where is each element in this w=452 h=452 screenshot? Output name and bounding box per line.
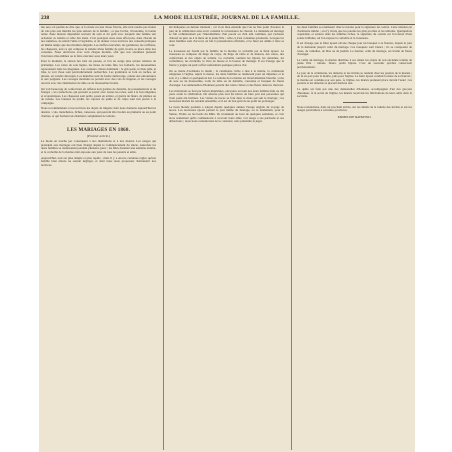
paragraph: On se marie d'ordinaire le matin ; la cérémonie civile a lieu à la mairie, la cérémonie religieuse à l'église. Après la messe, les deux familles se réunissent pour un déjeuner, et le soir, il y a dîner et quelquefois bal. La toilette de la mariée est invariablement blanche : robe de soie ou de mousseline, voile de tulle ou de dentelle, couronne et bouquet de fleurs d'oranger. Les demoiselles d'honneur portent des robes claires et des fleurs dans les cheveux. — [169, 68, 284, 87]
paragraph: La quête est faite par une des demoiselles d'honneur, accompagnée d'un des garçons d'honneur. À la sortie de l'église, les mariés reçoivent les félicitations de leurs amis dans la sacristie. — [297, 86, 412, 99]
paragraph: Aujourd'hui, tout est plus simple et plus rapide ; mais il y a encore certaines règles qu'une famille bien élevée ne saurait négliger, et dont nous nous proposons d'entretenir nos lectrices. — [41, 155, 156, 167]
paragraph: Nous recommandons à nos lectrices les objets de lingerie dont nous donnons aujourd'hui les dessins : cols, manchettes, fichus, canezous, qui peuvent être brodés au plumetis ou au point d'armes, et qui forment un charmant complément de toilette. — [41, 106, 156, 118]
paragraph: Le trousseau est fourni par la famille de la mariée, la corbeille par le futur époux. Le trousseau se compose du linge de corps, du linge de table et de maison, des robes, des confections et des objets de toilette. La corbeille contient les bijoux, les dentelles, les cachemires, les éventails, le livre de messe et la bourse de mariage. Il est d'usage que le fiancé y joigne un petit coffret renfermant quelques pièces d'or. — [169, 48, 284, 67]
paragraph: Il est d'usage que le futur époux envoie chaque jour un bouquet à sa fiancée, depuis le jour de la demande jusqu'à celui du mariage. Ces bouquets sont blancs ; ils se composent de roses, de camélias, de lilas ou de jasmin. Le dernier, celui du mariage, est formé de fleurs d'oranger. — [297, 41, 412, 57]
text-column-2 — [169, 26, 284, 450]
section-heading: LES MARIAGES EN 1860. — [66, 128, 131, 134]
section-subheading: (Premier article.) — [86, 134, 111, 139]
column-divider — [291, 26, 292, 450]
section-divider — [343, 102, 367, 103]
paragraph: me sera-t-il permis de dire que, si la mode est une chose frivole, elle n'en touche pas moins de très près aux intérêts les plus sérieux de la famille ; et que l'ordre, l'économie, la bonne tenue d'une maison dépendent souvent du soin et du goût avec lesquels une femme sait ordonner sa toilette et celle des siens. C'est pourquoi nous nous efforçons, dans chacun de nos numéros, de réunir l'utile à l'agréable, et de donner à nos lectrices des conseils pratiques en même temps que des modèles élégants. Les étoffes nouvelles, les garnitures, les coiffures, les chapeaux, tout ce qui compose la toilette d'une femme de goût, trouve sa place dans nos colonnes. Nous décrivons avec soin chaque modèle, afin que nos abonnées puissent l'exécuter elles-mêmes ou le faire exécuter sous leurs yeux. — [41, 25, 156, 58]
paragraph: Nous reviendrons, dans un prochain article, sur les détails de la toilette des invités et sur les usages particuliers à certaines provinces. — [297, 104, 412, 113]
running-title: LA MODE ILLUSTRÉE, JOURNAL DE LA FAMILLE. — [154, 15, 300, 21]
paragraph: les deux familles se réunissent chez le notaire pour la signature du contrat. Cette réunion est d'ordinaire intime ; on n'y invite que les parents les plus proches et les témoins. Quelquefois cependant, et surtout dans les familles riches, la signature du contrat est l'occasion d'une soirée brillante, où l'on expose la corbeille et le trousseau. — [297, 25, 412, 40]
text-column-3 — [297, 26, 412, 450]
author-signature: EMMELINE RAYMOND. — [337, 114, 372, 119]
paragraph: Pour le moment, la saison des bals est passée, et l'on ne songe plus qu'aux toilettes de printemps. Les robes de soie légère, les tissus de laine fine, les foulards, les mousselines reparaissent dans les magasins. Les couleurs claires dominent : le gris perle, le bleu pâle, le lilas, le vert d'eau sont particulièrement recherchés. Les garnitures se font en ruches, en plissés, en volants découpés. Les manches sont de forme demi-large, ornées aux entournures et aux poignets. Les corsages montants se portent avec des cols de lingerie, et les corsages ouverts avec des chemisettes de tulle ou de mousseline brodée. — [41, 59, 156, 85]
text-column-1 — [41, 26, 156, 450]
section-divider — [79, 123, 119, 124]
paragraph: La mode en touche par conséquent à nos institutions et à nos mœurs. Les usages qui président aux mariages ont bien changé depuis le commencement du siècle. Autrefois les deux familles se réunissaient pendant plusieurs jours ; les fêtes duraient une semaine entière, et la corbeille de la mariée était exposée aux yeux de tous les parents et amis. — [41, 139, 156, 155]
page-header — [39, 14, 415, 24]
page-number: 238 — [41, 15, 50, 21]
paragraph: On voit beaucoup de confections en taffetas noir garnies de dentelle, de passementerie et de franges ; ces confections, qui peuvent se porter avec toutes les robes, sont à la fois élégantes et économiques. Les chapeaux sont petits, posés en arrière, et garnis de fleurs, de plumes ou de rubans. Les bonnets de jardin, les capotes de paille et de crêpe sont très portés à la campagne. — [41, 86, 156, 105]
paragraph: La veille du mariage, la mariée distribue à ses amies les objets de son ancienne toilette de jeune fille : rubans, fleurs, petits bijoux. C'est un souvenir qu'elles conservent précieusement. — [297, 57, 412, 69]
magazine-page — [39, 12, 415, 452]
paragraph: Les invitations se font par lettres imprimées, envoyées au nom des deux familles huit ou dix jours avant la célébration. On adresse plus tard les lettres de faire part aux personnes qui n'ont point été invitées. Les visites de noces se font dans le mois qui suit le mariage ; les nouveaux mariés les rendent ensemble, et il est de bon goût de ne point les prolonger. — [169, 88, 284, 104]
paragraph: été indiquées au dernier moment ; car il est bien entendu que l'on ne fixe point d'avance le jour de la célébration sans avoir consulté la convenance de chacun. La demande en mariage se fait ordinairement par l'intermédiaire d'un parent ou d'un ami commun, qui s'adresse d'abord au père ou à la mère de la jeune fille ; celle-ci n'est consultée qu'ensuite. Lorsque les deux familles sont d'accord, on fait la présentation officielle, et le futur est admis à faire sa cour. — [169, 25, 284, 47]
column-divider — [163, 26, 164, 450]
paragraph: Le jour de la cérémonie, les témoins et les invités se rendent chez les parents de la mariée ; de là on part pour la mairie, puis pour l'église. Le futur époux conduit la mère de sa fiancée ; la mariée est conduite par son père. À l'église, les mariés prennent place devant l'autel ; les parents et les témoins se placent derrière eux. — [297, 70, 412, 86]
paragraph: Le beau monde parisien a adopté depuis quelques années l'usage anglais du voyage de noces. Les nouveaux époux partent le jour même du mariage, ou le lendemain, pour la Suisse, l'Italie ou les bords du Rhin. Ils reviennent au bout de quelques semaines, et c'est alors seulement qu'ils commencent à recevoir leurs amis. Cet usage a ses partisans et ses détracteurs ; nous nous contenterons de le constater, sans prétendre le juger. — [169, 104, 284, 124]
